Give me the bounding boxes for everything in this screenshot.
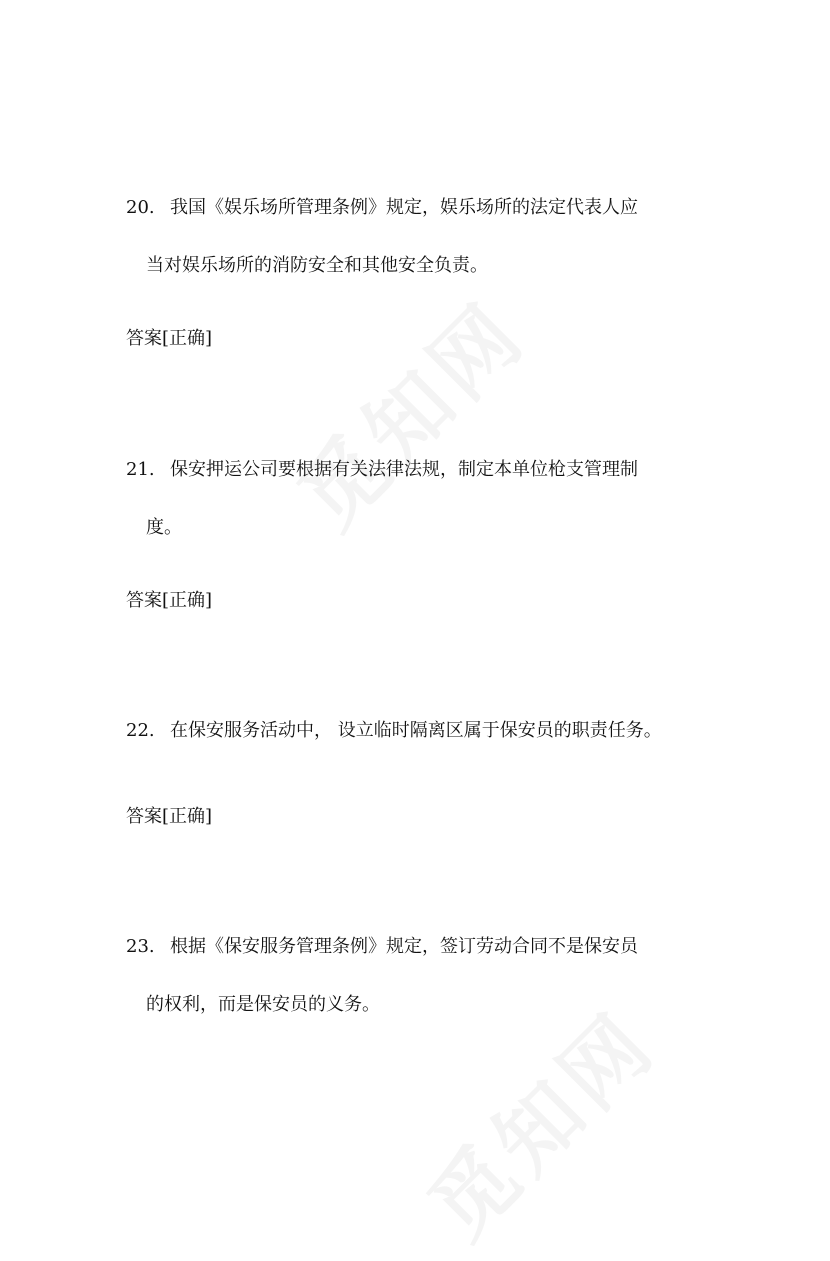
answer-22: 答案[正确] bbox=[126, 806, 213, 827]
question-line bbox=[126, 195, 716, 220]
question-21 bbox=[126, 457, 716, 540]
question-text-continued: 当对娱乐场所的消防安全和其他安全负责。 bbox=[146, 255, 488, 276]
question-text-continued: 的权利，而是保安员的义务。 bbox=[146, 994, 380, 1015]
watermark bbox=[398, 980, 679, 1261]
question-number: 21. bbox=[126, 459, 155, 480]
answer-21: 答案[正确] bbox=[126, 590, 213, 611]
question-20 bbox=[126, 195, 716, 278]
question-line bbox=[126, 934, 716, 959]
answer-20: 答案[正确] bbox=[126, 328, 213, 349]
question-22 bbox=[126, 718, 716, 743]
question-text: 保安押运公司要根据有关法律法规，制定本单位枪支管理制 bbox=[170, 459, 638, 480]
question-text: 我国《娱乐场所管理条例》规定，娱乐场所的法定代表人应 bbox=[170, 197, 638, 218]
question-number: 22. bbox=[126, 720, 155, 741]
question-text-continued: 度。 bbox=[146, 517, 182, 538]
question-number: 23. bbox=[126, 936, 155, 957]
question-text: 根据《保安服务管理条例》规定，签订劳动合同不是保安员 bbox=[170, 936, 638, 957]
question-number: 20. bbox=[126, 197, 155, 218]
question-line bbox=[126, 718, 716, 743]
question-23 bbox=[126, 934, 716, 1017]
question-text: 在保安服务活动中， 设立临时隔离区属于保安员的职责任务。 bbox=[170, 720, 662, 741]
question-line bbox=[126, 457, 716, 482]
